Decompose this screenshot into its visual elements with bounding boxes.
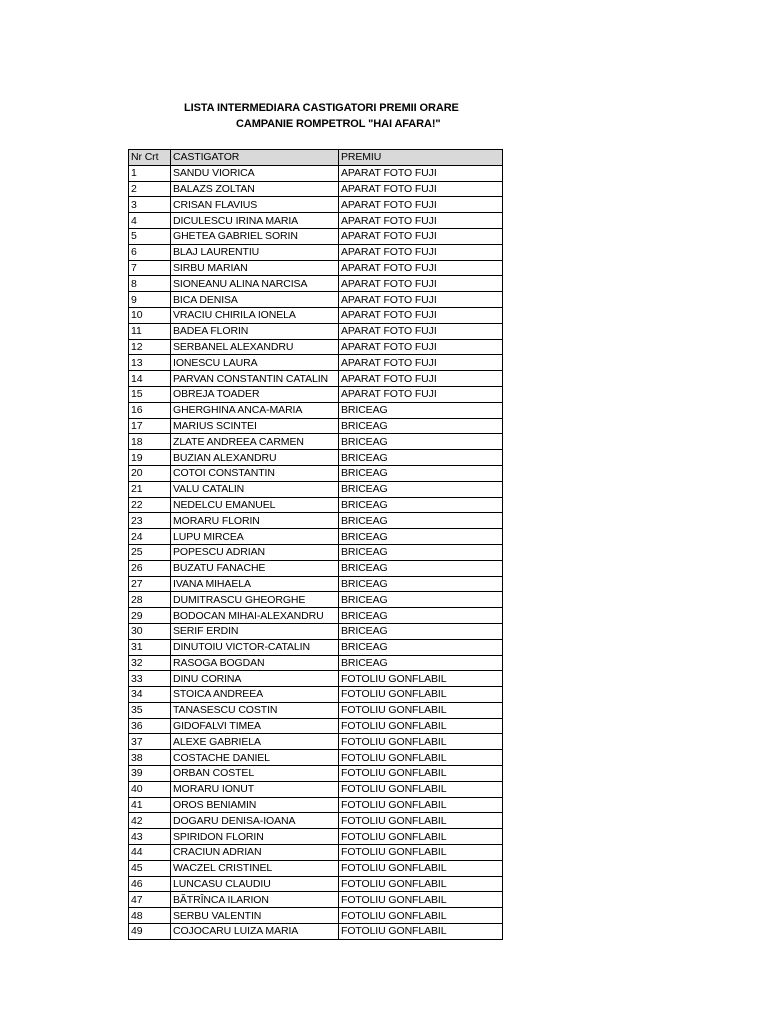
row-number: 33 [129,671,171,687]
prize-name: FOTOLIU GONFLABIL [339,718,503,734]
row-number: 14 [129,371,171,387]
prize-name: APARAT FOTO FUJI [339,197,503,213]
prize-name: FOTOLIU GONFLABIL [339,908,503,924]
prize-name: BRICEAG [339,497,503,513]
winner-name: LUPU MIRCEA [171,529,339,545]
row-number: 35 [129,702,171,718]
row-number: 23 [129,513,171,529]
table-row [129,781,503,797]
row-number: 10 [129,307,171,323]
winner-name: COTOI CONSTANTIN [171,465,339,481]
winner-name: DINUTOIU VICTOR-CATALIN [171,639,339,655]
prize-name: BRICEAG [339,544,503,560]
winner-name: MORARU FLORIN [171,513,339,529]
prize-name: FOTOLIU GONFLABIL [339,892,503,908]
row-number: 49 [129,924,171,940]
table-row [129,829,503,845]
row-number: 34 [129,687,171,703]
prize-name: APARAT FOTO FUJI [339,276,503,292]
winner-name: BLAJ LAURENTIU [171,244,339,260]
winner-name: SERBU VALENTIN [171,908,339,924]
table-row [129,213,503,229]
prize-name: FOTOLIU GONFLABIL [339,702,503,718]
row-number: 22 [129,497,171,513]
prize-name: APARAT FOTO FUJI [339,292,503,308]
table-row [129,560,503,576]
table-row [129,592,503,608]
winner-name: BADEA FLORIN [171,323,339,339]
table-row [129,418,503,434]
row-number: 44 [129,845,171,861]
prize-name: BRICEAG [339,623,503,639]
winner-name: DOGARU DENISA-IOANA [171,813,339,829]
table-row [129,529,503,545]
winner-name: SERBANEL ALEXANDRU [171,339,339,355]
table-row [129,860,503,876]
table-row [129,260,503,276]
prize-name: APARAT FOTO FUJI [339,181,503,197]
table-row [129,513,503,529]
row-number: 31 [129,639,171,655]
prize-name: APARAT FOTO FUJI [339,386,503,402]
winner-name: TANASESCU COSTIN [171,702,339,718]
winner-name: IVANA MIHAELA [171,576,339,592]
prize-name: BRICEAG [339,450,503,466]
table-row [129,544,503,560]
row-number: 27 [129,576,171,592]
row-number: 46 [129,876,171,892]
winner-name: MARIUS SCINTEI [171,418,339,434]
prize-name: FOTOLIU GONFLABIL [339,750,503,766]
row-number: 18 [129,434,171,450]
table-row [129,197,503,213]
table-row [129,687,503,703]
row-number: 11 [129,323,171,339]
winner-name: BĂTRÎNCA ILARION [171,892,339,908]
winner-name: BICA DENISA [171,292,339,308]
prize-name: BRICEAG [339,481,503,497]
prize-name: FOTOLIU GONFLABIL [339,797,503,813]
winner-name: DUMITRASCU GHEORGHE [171,592,339,608]
prize-name: APARAT FOTO FUJI [339,307,503,323]
prize-name: BRICEAG [339,529,503,545]
winner-name: ORBAN COSTEL [171,766,339,782]
table-row [129,608,503,624]
row-number: 40 [129,781,171,797]
prize-name: APARAT FOTO FUJI [339,323,503,339]
prize-name: APARAT FOTO FUJI [339,371,503,387]
prize-name: BRICEAG [339,418,503,434]
header-castigator: CASTIGATOR [171,150,339,166]
winners-table [128,149,503,940]
row-number: 43 [129,829,171,845]
winner-name: BALAZS ZOLTAN [171,181,339,197]
row-number: 37 [129,734,171,750]
prize-name: FOTOLIU GONFLABIL [339,845,503,861]
row-number: 2 [129,181,171,197]
prize-name: BRICEAG [339,608,503,624]
winner-name: WACZEL CRISTINEL [171,860,339,876]
prize-name: APARAT FOTO FUJI [339,339,503,355]
prize-name: BRICEAG [339,513,503,529]
table-row [129,386,503,402]
winner-name: LUNCASU CLAUDIU [171,876,339,892]
winner-name: IONESCU LAURA [171,355,339,371]
winner-name: STOICA ANDREEA [171,687,339,703]
prize-name: BRICEAG [339,592,503,608]
prize-name: FOTOLIU GONFLABIL [339,829,503,845]
table-row [129,718,503,734]
winner-name: BODOCAN MIHAI-ALEXANDRU [171,608,339,624]
winner-name: BUZIAN ALEXANDRU [171,450,339,466]
prize-name: APARAT FOTO FUJI [339,228,503,244]
row-number: 41 [129,797,171,813]
prize-name: BRICEAG [339,655,503,671]
row-number: 21 [129,481,171,497]
row-number: 15 [129,386,171,402]
prize-name: FOTOLIU GONFLABIL [339,813,503,829]
prize-name: APARAT FOTO FUJI [339,213,503,229]
table-row [129,576,503,592]
winner-name: GHETEA GABRIEL SORIN [171,228,339,244]
prize-name: BRICEAG [339,639,503,655]
winner-name: COSTACHE DANIEL [171,750,339,766]
document-title: LISTA INTERMEDIARA CASTIGATORI PREMII ORARE [184,102,459,114]
row-number: 3 [129,197,171,213]
prize-name: APARAT FOTO FUJI [339,355,503,371]
row-number: 8 [129,276,171,292]
table-row [129,639,503,655]
row-number: 30 [129,623,171,639]
table-row [129,655,503,671]
table-row [129,766,503,782]
prize-name: FOTOLIU GONFLABIL [339,860,503,876]
row-number: 1 [129,165,171,181]
row-number: 5 [129,228,171,244]
row-number: 25 [129,544,171,560]
table-row [129,908,503,924]
row-number: 17 [129,418,171,434]
row-number: 26 [129,560,171,576]
winner-name: OROS BENIAMIN [171,797,339,813]
row-number: 12 [129,339,171,355]
winner-name: DINU CORINA [171,671,339,687]
table-row [129,276,503,292]
prize-name: FOTOLIU GONFLABIL [339,781,503,797]
table-row [129,465,503,481]
winner-name: OBREJA TOADER [171,386,339,402]
row-number: 45 [129,860,171,876]
table-row [129,813,503,829]
prize-name: BRICEAG [339,402,503,418]
header-premiu: PREMIU [339,150,503,166]
winner-name: SERIF ERDIN [171,623,339,639]
winner-name: SPIRIDON FLORIN [171,829,339,845]
table-row [129,371,503,387]
winner-name: ZLATE ANDREEA CARMEN [171,434,339,450]
winner-name: GIDOFALVI TIMEA [171,718,339,734]
prize-name: FOTOLIU GONFLABIL [339,734,503,750]
winner-name: CRACIUN ADRIAN [171,845,339,861]
row-number: 13 [129,355,171,371]
table-row [129,339,503,355]
prize-name: APARAT FOTO FUJI [339,244,503,260]
table-row [129,181,503,197]
table-row [129,497,503,513]
table-row [129,481,503,497]
winner-name: NEDELCU EMANUEL [171,497,339,513]
table-row [129,876,503,892]
row-number: 7 [129,260,171,276]
row-number: 38 [129,750,171,766]
row-number: 48 [129,908,171,924]
winner-name: CRISAN FLAVIUS [171,197,339,213]
prize-name: BRICEAG [339,576,503,592]
prize-name: FOTOLIU GONFLABIL [339,687,503,703]
row-number: 28 [129,592,171,608]
prize-name: BRICEAG [339,560,503,576]
prize-name: BRICEAG [339,465,503,481]
table-row [129,292,503,308]
table-row [129,244,503,260]
winner-name: VRACIU CHIRILA IONELA [171,307,339,323]
table-row [129,323,503,339]
prize-name: APARAT FOTO FUJI [339,260,503,276]
winner-name: SANDU VIORICA [171,165,339,181]
table-row [129,797,503,813]
prize-name: FOTOLIU GONFLABIL [339,876,503,892]
table-row [129,734,503,750]
winner-name: VALU CATALIN [171,481,339,497]
winner-name: BUZATU FANACHE [171,560,339,576]
row-number: 42 [129,813,171,829]
row-number: 19 [129,450,171,466]
table-row [129,434,503,450]
prize-name: BRICEAG [339,434,503,450]
row-number: 36 [129,718,171,734]
document-subtitle: CAMPANIE ROMPETROL "HAI AFARA!" [236,118,441,130]
table-row [129,671,503,687]
row-number: 32 [129,655,171,671]
winner-name: SIRBU MARIAN [171,260,339,276]
table-row [129,702,503,718]
table-row [129,623,503,639]
table-row [129,307,503,323]
row-number: 9 [129,292,171,308]
winner-name: GHERGHINA ANCA-MARIA [171,402,339,418]
row-number: 39 [129,766,171,782]
winner-name: COJOCARU LUIZA MARIA [171,924,339,940]
table-row [129,450,503,466]
table-row [129,165,503,181]
winner-name: DICULESCU IRINA MARIA [171,213,339,229]
prize-name: FOTOLIU GONFLABIL [339,766,503,782]
table-row [129,924,503,940]
table-row [129,750,503,766]
winner-name: RASOGA BOGDAN [171,655,339,671]
table-row [129,355,503,371]
table-row [129,402,503,418]
row-number: 24 [129,529,171,545]
winner-name: SIONEANU ALINA NARCISA [171,276,339,292]
winner-name: POPESCU ADRIAN [171,544,339,560]
prize-name: FOTOLIU GONFLABIL [339,924,503,940]
winner-name: MORARU IONUT [171,781,339,797]
table-row [129,228,503,244]
table-body [129,165,503,939]
row-number: 4 [129,213,171,229]
winner-name: ALEXE GABRIELA [171,734,339,750]
prize-name: APARAT FOTO FUJI [339,165,503,181]
table-row [129,845,503,861]
row-number: 16 [129,402,171,418]
row-number: 47 [129,892,171,908]
table-header-row [129,150,503,166]
winner-name: PARVAN CONSTANTIN CATALIN [171,371,339,387]
table-row [129,892,503,908]
prize-name: FOTOLIU GONFLABIL [339,671,503,687]
row-number: 6 [129,244,171,260]
header-nr-crt: Nr Crt [129,150,171,166]
row-number: 29 [129,608,171,624]
row-number: 20 [129,465,171,481]
